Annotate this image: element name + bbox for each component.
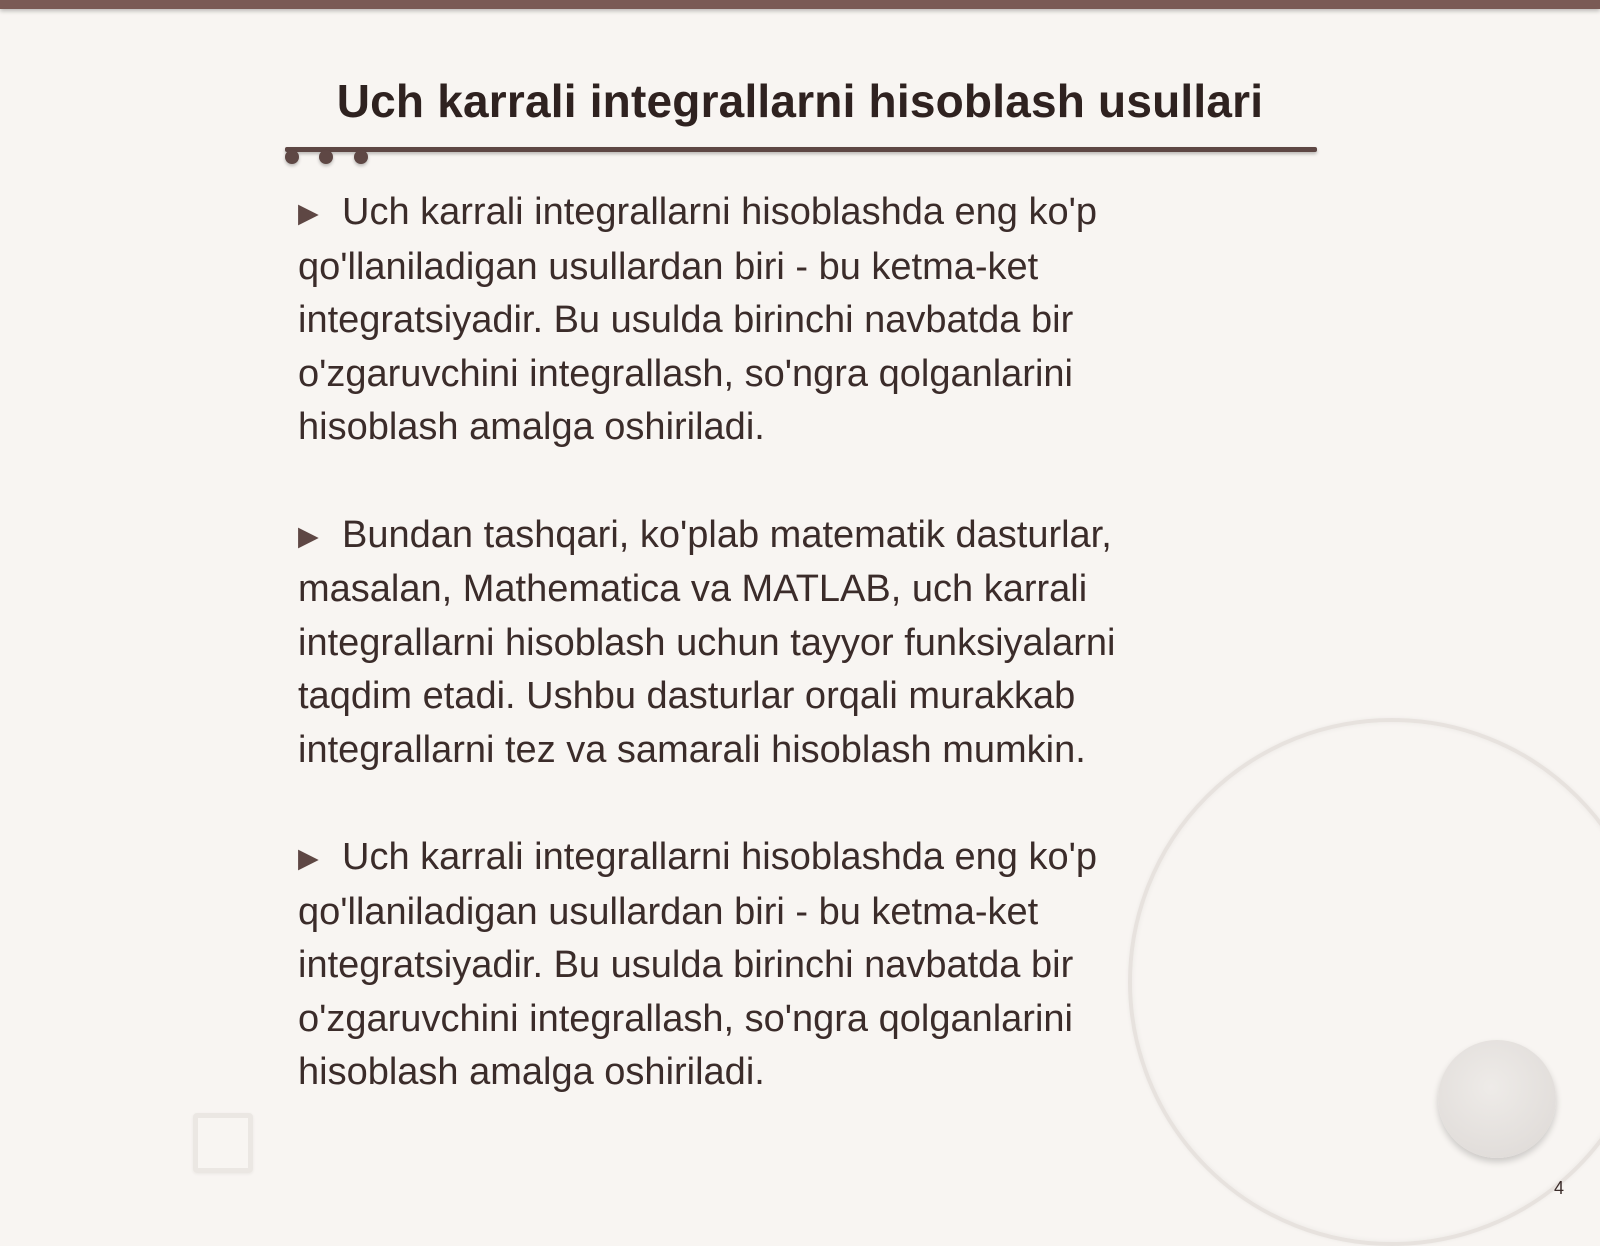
slide-title: Uch karrali integrallarni hisoblash usullari xyxy=(336,75,1264,127)
bullet-arrow-icon: ▶ xyxy=(298,843,319,873)
title-underline xyxy=(285,147,1317,152)
page-number: 4 xyxy=(1553,1178,1564,1198)
bullet-text: Uch karrali integrallarni hisoblashda eng ko'p qo'llaniladigan usullardan biri - bu ketma-ket integratsiyadir. Bu usulda birinchi navbatda bir o'zgaruvchini integrallash, so'ngra qolganlarini hisoblash amalga oshiriladi. xyxy=(298,191,1098,448)
top-accent-bar xyxy=(0,0,1600,9)
decor-dot-1 xyxy=(285,150,299,164)
bullet-list xyxy=(298,186,1198,1154)
decor-square-outline xyxy=(193,1113,253,1173)
bullet-item-3 xyxy=(298,831,1198,1100)
bullet-text: Uch karrali integrallarni hisoblashda eng ko'p qo'llaniladigan usullardan biri - bu ketma-ket integratsiyadir. Bu usulda birinchi navbatda bir o'zgaruvchini integrallash, so'ngra qolganlarini hisoblash amalga oshiriladi. xyxy=(298,836,1098,1093)
decor-circle-filled xyxy=(1438,1040,1556,1158)
decor-dot-2 xyxy=(319,150,333,164)
bullet-text: Bundan tashqari, ko'plab matematik dasturlar, masalan, Mathematica va MATLAB, uch karrali integrallarni hisoblash uchun tayyor funksiyalarni taqdim etadi. Ushbu dasturlar orqali murakkab integrallarni tez va samarali hisoblash mumkin. xyxy=(298,513,1116,771)
bullet-arrow-icon: ▶ xyxy=(298,198,319,228)
decor-dot-3 xyxy=(354,150,368,164)
decor-circle-outline xyxy=(1128,718,1600,1246)
bullet-item-1 xyxy=(298,186,1198,455)
bullet-arrow-icon: ▶ xyxy=(298,520,319,551)
bullet-item-2 xyxy=(298,509,1198,778)
